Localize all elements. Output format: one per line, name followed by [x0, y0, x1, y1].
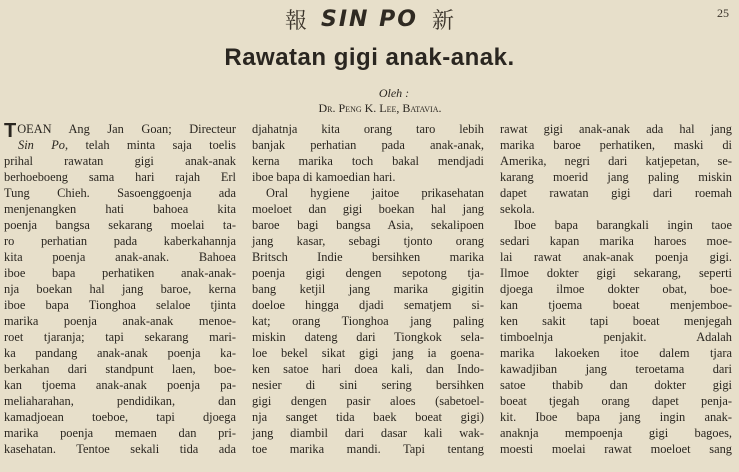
column-line: rawat gigi anak-anak ada hal jang: [500, 122, 732, 136]
column-line: iboe bapa di kamoedian hari.: [252, 170, 396, 184]
column-line: timboelnja penjakit. Adalah: [500, 330, 732, 344]
column-line: jang diambil dari dasar kali wak-: [252, 426, 484, 440]
column-line: poenja bangsa sekarang moelai ta-: [4, 218, 236, 232]
column-line: doeloe hingga djadi sematjem si-: [252, 298, 484, 312]
column-line: marika baroe perhatiken, maski di: [500, 138, 732, 152]
byline: [260, 86, 500, 116]
column-line: iboe bapa perhatiken anak-anak-: [4, 266, 236, 280]
column-line: sedari kapan marika haroes moe-: [500, 234, 732, 248]
column-line: kasehatan. Tentoe sekali tida ada: [4, 442, 236, 456]
byline-oleh: Oleh :: [378, 86, 410, 100]
column-line: ken satoe hari doea kali, dan Indo-: [252, 362, 484, 376]
column-line: jang kasar, sebagi tjonto orang: [252, 234, 484, 248]
column-line: satoe thabib dan dokter gigi: [500, 378, 732, 392]
column-line: djoega ilmoe dokter obat, boe-: [500, 282, 732, 296]
column-line: kita poenja anak-anak. Bahoea: [4, 250, 236, 264]
column-line: poenja gigi dengen sepotong tja-: [252, 266, 484, 280]
column-line: ka pandang anak-anak poenja ka-: [4, 346, 236, 360]
column-line: boeat tjegah orang dapet penja-: [500, 394, 732, 408]
column-line: djahatnja kita orang taro lebih: [252, 122, 484, 136]
column-line: nja boekan hal jang baroe, kerna: [4, 282, 236, 296]
column-line: nja sanget tida baek boeat gigi): [252, 410, 484, 424]
column-line: kat; orang Tionghoa jang paling: [252, 314, 484, 328]
column-line: Iboe bapa barangkali ingin taoe: [514, 218, 732, 232]
article-title: Rawatan gigi anak-anak.: [224, 44, 515, 71]
byline-author: Dr. Peng K. Lee, Batavia.: [318, 101, 442, 115]
column-line: meliaharahan, pendidikan, dan: [4, 394, 236, 408]
drop-cap: T: [4, 120, 17, 142]
column-line: iboe bapa Tionghoa selaloe tjinta: [4, 298, 236, 312]
column-line: kit. Iboe bapa jang ingin anak-: [500, 410, 732, 424]
column-line: Tung Chieh. Sasoenggoenja ada: [4, 186, 236, 200]
masthead-name: SIN PO: [321, 7, 418, 32]
column-line: loe bekel sikat gigi jang ia goena-: [252, 346, 484, 360]
column-line: berkahan dari standpunt laen, boe-: [4, 362, 236, 376]
column-line: kan tjoema boeat menjemboe-: [500, 298, 732, 312]
column-line: Sin Po, telah minta saja toelis: [18, 138, 236, 152]
column-line: karang moerid jang paling miskin: [500, 170, 732, 184]
column-line: sekola.: [500, 202, 535, 216]
column-line: marika poenja memaen dan pri-: [4, 426, 236, 440]
column-line: kawadjiban jang teroetama dari: [500, 362, 732, 376]
column-line: moesti moelai rawat moeloet sang: [500, 442, 732, 456]
column-line: kerna marika toch bakal mendjadi: [252, 154, 484, 168]
column-line: anaknja mempoenja gigi bagoes,: [500, 426, 732, 440]
masthead-chinese-left: 報: [285, 9, 308, 34]
column-line: baroe bagi bangsa Asia, sekalipoen: [252, 218, 484, 232]
column-line: gigi dengen pasir aloes (sabetoel-: [252, 394, 484, 408]
column-line: ken sakit tapi boeat menjegah: [500, 314, 732, 328]
article-column-3: [500, 121, 732, 457]
column-line: prihal rawatan gigi anak-anak: [4, 154, 236, 168]
page-number: 25: [717, 6, 729, 20]
article-column-2: [252, 121, 484, 457]
column-line: roet tjaranja; tapi sekarang mari-: [4, 330, 236, 344]
column-line: Oral hygiene jaitoe prikasehatan: [266, 186, 484, 200]
column-line: Britsch Indie bersihken marika: [252, 250, 484, 264]
column-line: marika lakoeken itoe dalem tjara: [500, 346, 732, 360]
column-line: nesier di sini sering bersihken: [252, 378, 484, 392]
masthead-chinese-right: 新: [431, 9, 454, 34]
column-line: marika poenja anak-anak menoe-: [4, 314, 236, 328]
column-line: ro perhatian pada kaberkahannja: [4, 234, 236, 248]
column-line: bang ketjil jang marika gigitin: [252, 282, 484, 296]
column-line: kan tjoema anak-anak poenja pa-: [4, 378, 236, 392]
column-line: banjak perhatian pada anak-anak,: [252, 138, 484, 152]
column-line: toe marika mandi. Tapi tentang: [252, 442, 484, 456]
column-line: moeloet dan gigi boekan hal jang: [252, 202, 484, 216]
column-line: miskin dateng dari Tiongkok sela-: [252, 330, 484, 344]
column-line: TOEAN Ang Jan Goan; Directeur: [4, 120, 236, 142]
column-line: dapet rawatan gigi dari roemah: [500, 186, 732, 200]
article-column-1: [4, 121, 236, 457]
masthead: [0, 4, 739, 34]
column-line: lai rawat anak-anak poenja gigi.: [500, 250, 732, 264]
column-line: Ilmoe dokter gigi sekarang, seperti: [500, 266, 732, 280]
column-line: kamadjoean toeboe, tapi djoega: [4, 410, 236, 424]
column-line: menjenangken hati bahoea kita: [4, 202, 236, 216]
column-line: berhoeboeng sama hari rajah Erl: [4, 170, 236, 184]
column-line: Amerika, negri dari katjepetan, se-: [500, 154, 732, 168]
